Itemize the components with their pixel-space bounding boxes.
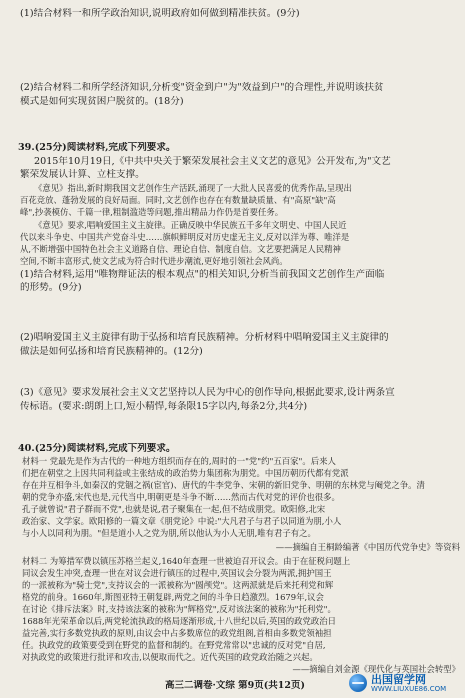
q38-part2-line2: 模式是如何实现贫困户脱贫的。(18分) — [20, 96, 184, 107]
q40-material1-source: ——摘编自王桐龄编著《中国历代党争史》等资料 — [275, 542, 460, 552]
q38-part2-line1: (2)结合材料二和所学经济知识,分析变"资金到户"为"效益到户"的合理性,并说明该扶贫 — [20, 82, 384, 93]
q40-material2-line: 材料二 为筹措军费以镇压苏格兰起义,1640年查理一世被迫召开议会。由于在征税问题上 — [22, 556, 351, 566]
q40-material1-line: 朝的党争亦盛,宋代也是,元代当中,明朝更是斗争不断……然而古代对党的评价也很多。 — [22, 492, 340, 502]
q40-material2-source: ——摘编自刘金源《现代化与英国社会转型》 — [292, 664, 460, 674]
q40-material2-line: 1688年光荣革命以后,两党轮流执政的格局逐渐形成,十八世纪以后,英国的政党政治日 — [22, 616, 337, 626]
q39-part2-line2: 做法是如何弘扬和培育民族精神的。(12分) — [20, 346, 203, 357]
q40-material1-line: 孔子就曾说"君子群而不党",也就是说,君子聚集在一起,但不结成朋党。欧阳修,北宋 — [22, 504, 326, 514]
q40-material2-line: 格党的前身。1660年,斯图亚特王朝复辟,两党之间的斗争日趋激烈。1679年,议会 — [22, 592, 324, 602]
q39-part1-line1: (1)结合材料,运用"唯物辩证法的根本观点"的相关知识,分析当前我国文艺创作生产面临 — [20, 269, 385, 280]
q39-material-line: 峰",抄袭模仿、千篇一律,粗制滥造等问题,推出精品力作仍是首要任务。 — [20, 207, 284, 217]
q40-material1-line: 们把在朝堂之上因共同利益或主张结成的政治势力集团称为朋党。中国历朝历代都有党派 — [22, 468, 349, 478]
q40-material1-line: 政治家、文学家。欧阳修的一篇文章《朋党论》中说:"大凡君子与君子以同道为朋,小人 — [22, 516, 342, 526]
q38-part1: (1)结合材料一和所学政治知识,说明政府如何做到精准扶贫。(9分) — [20, 8, 300, 19]
globe-icon — [349, 674, 367, 692]
logo-url: WWW.LIUXUE86.COM — [371, 684, 447, 693]
q40-heading: 40.(25分)阅读材料,完成下列要求。 — [18, 443, 176, 454]
q39-material-line: 《意见》指出,新时期我国文艺创作生产活跃,涌现了一大批人民喜爱的优秀作品,呈现出 — [34, 183, 352, 193]
q40-material2-line: 同议会发生冲突,查理一世在对议会进行镇压的过程中,英国议会分裂为两派,拥护国王 — [22, 568, 332, 578]
q39-intro-line2: 繁荣发展认计算、立柱支撑。 — [20, 169, 145, 180]
q39-part1-line2: 的形势。(9分) — [20, 282, 82, 293]
q40-material1-line: 材料一 党最先是作为古代的一种地方组织而存在的,周时的一"党"约"五百家"。后来人 — [22, 456, 336, 466]
q39-heading: 39.(25分)阅读材料,完成下列要求。 — [18, 142, 176, 153]
page-footer: 高三二调卷·文综 第9页(共12页) — [165, 680, 305, 691]
q40-material2-line: 任。执政党的政策要受到在野党的监督和制约。在野党常常以"忠诚的反对党"自居, — [22, 640, 326, 650]
q39-material-line: 代以来斗争史、中国共产党奋斗史……旗帜鲜明反对历史虚无主义,反对以洋为尊、唯洋是 — [20, 232, 350, 242]
q39-part3-line2: 传标语。(要求:朗朗上口,短小精悍,每条限15字以内,每条2分,共4分) — [20, 401, 308, 412]
q39-part2-line1: (2)唱响爱国主义主旋律有助于弘扬和培育民族精神。分析材料中唱响爱国主义主旋律的 — [20, 332, 389, 343]
q40-material2-line: 益完善,实行多数党执政的原则,由议会中占多数席位的政党组阁,首相由多数党领袖担 — [22, 628, 332, 638]
q39-material-line: 百花竞放、蓬勃发展的良好局面。同时,文艺创作也存在有数量缺质量、有"高原"缺"高 — [20, 195, 336, 205]
q40-material2-line: 在讨论《排斥法案》时,支持该法案的被称为"辉格党",反对该法案的被称为"托利党"。 — [22, 604, 336, 614]
q40-material1-line: 存在并互相争斗,如秦汉的党锢之祸(宦官)、唐代的牛李党争、宋朝的新旧党争、明朝的东林党与阉党之争。清 — [22, 480, 425, 490]
site-watermark-logo — [349, 672, 461, 694]
q40-material1-line: 与小人以同利为朋。"但是道小人之党为朋,所以他认为小人无朋,唯有君子有之。 — [22, 528, 316, 538]
q39-part3-line1: (3)《意见》要求发展社会主义文艺坚持以人民为中心的创作导向,根据此要求,设计两条宣 — [20, 387, 395, 398]
q39-material-line: 空间,不断丰富形式,使文艺成为符合时代进步潮流,更好地引领社会风尚。 — [20, 256, 288, 266]
q39-intro-line1: 2015年10月19日,《中共中央关于繁荣发展社会主义文艺的意见》公开发布,为"文艺 — [34, 156, 391, 167]
q40-material2-line: 对执政党的政策进行批评和攻击,以便取而代之。近代英国的政党政治随之兴起。 — [22, 652, 318, 662]
q39-material-line: 《意见》要求,唱响爱国主义主旋律。正确反映中华民族五千多年文明史、中国人民近 — [34, 220, 347, 230]
q39-material-line: 从,不断增强中国特色社会主义道路自信、理论自信、制度自信。文艺要把满足人民精神 — [20, 244, 341, 254]
logo-text: 出国留学网 — [371, 672, 426, 686]
q40-material2-line: 的一派被称为"骑士党",支持议会的一派被称为"圆颅党"。这两派就是后来托利党和辉 — [22, 580, 334, 590]
